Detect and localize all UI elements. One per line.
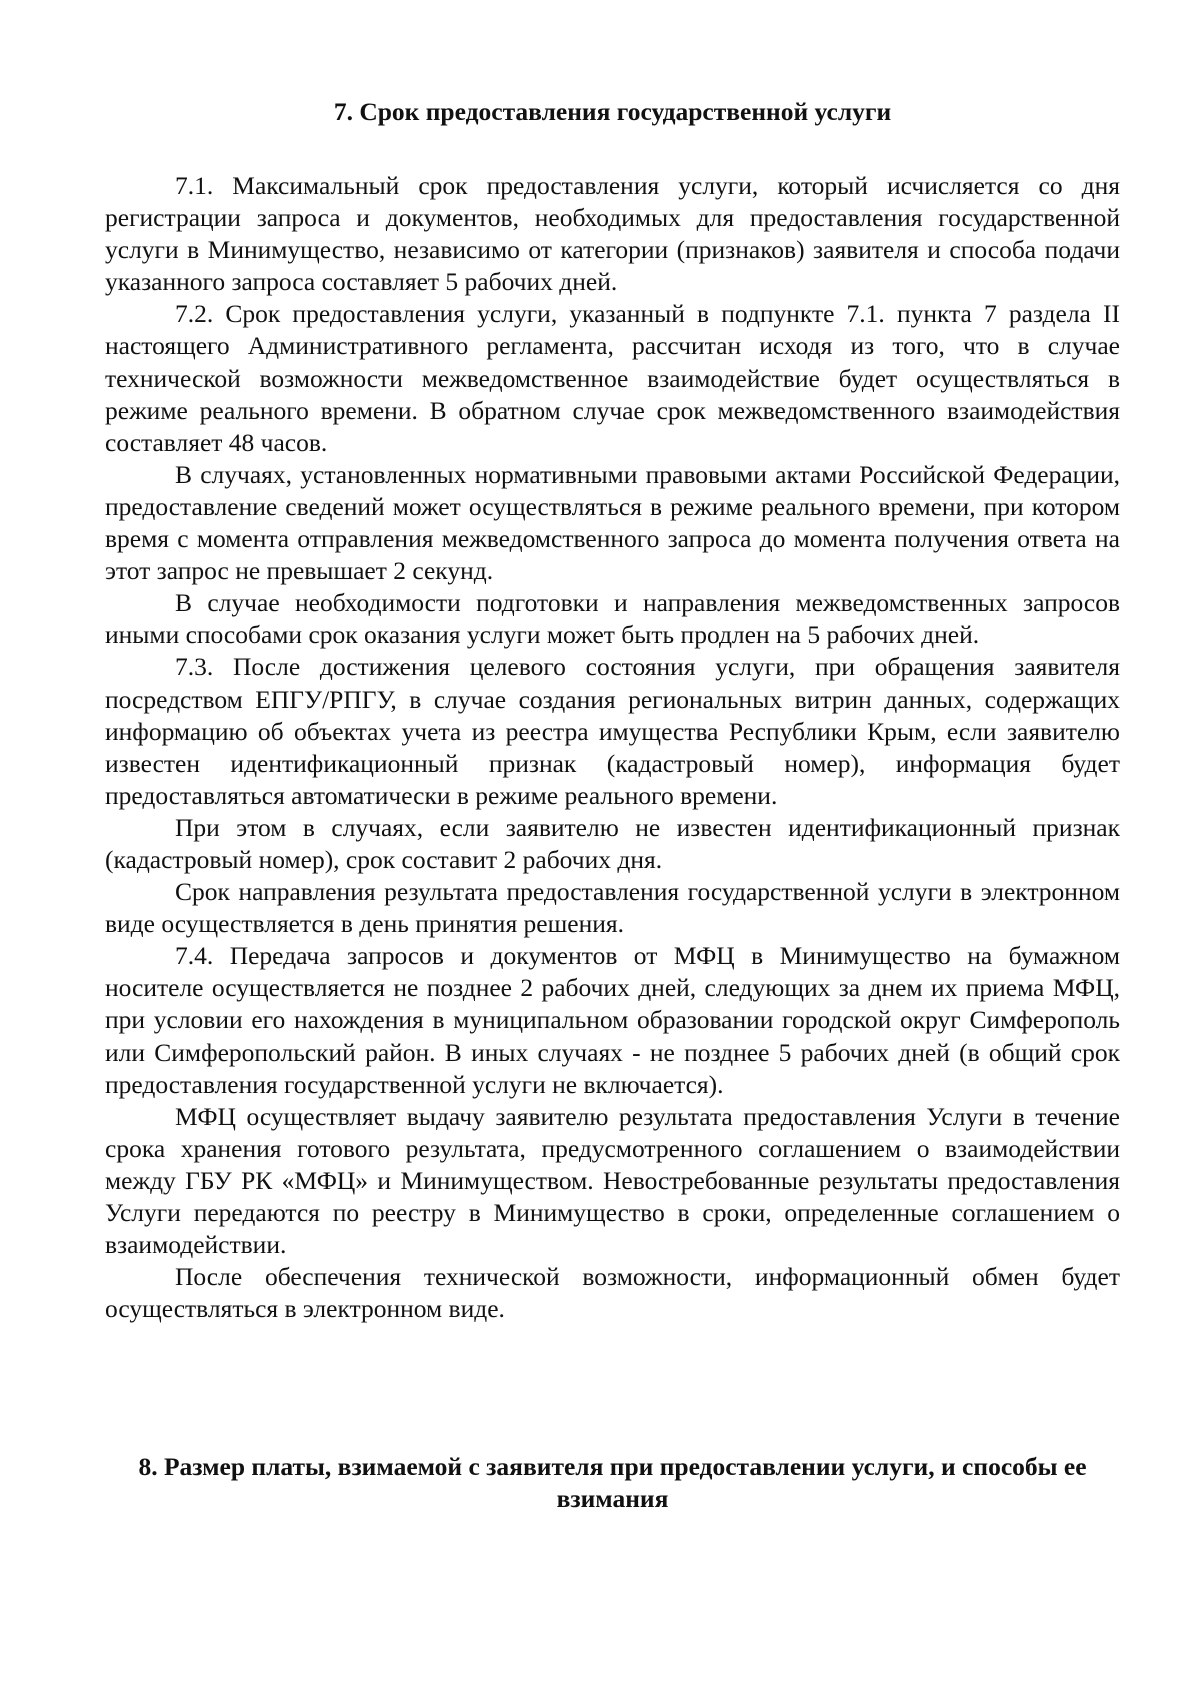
section-8-heading: 8. Размер платы, взимаемой с заявителя при предоставлении услуги, и способы ее взимания xyxy=(138,1452,1087,1513)
section-7-body xyxy=(105,170,1120,1325)
paragraph-electronic-result: Срок направления результата предоставления государственной услуги в электронном виде осуществляется в день принятия решения. xyxy=(105,877,1120,939)
paragraph-real-time: В случаях, установленных нормативными правовыми актами Российской Федерации, предоставление сведений может осуществляться в режиме реального времени, при котором время с момента отправления межведомственного запроса до момента получения ответа на этот запрос не превышает 2 секунд. xyxy=(105,459,1120,586)
paragraph-7-1: 7.1. Максимальный срок предоставления услуги, который исчисляется со дня регистрации запроса и документов, необходимых для предоставления государственной услуги в Минимущество, независимо от категории (признаков) заявителя и способа подачи указанного запроса составляет 5 рабочих дней. xyxy=(105,171,1120,297)
section-7-heading: 7. Срок предоставления государственной услуги xyxy=(333,97,892,126)
paragraph-extension: В случае необходимости подготовки и направления межведомственных запросов иными способами срок оказания услуги может быть продлен на 5 рабочих дней. xyxy=(105,588,1120,650)
paragraph-electronic-exchange: После обеспечения технической возможности, информационный обмен будет осуществляться в электронном виде. xyxy=(105,1262,1120,1324)
paragraph-7-4: 7.4. Передача запросов и документов от МФЦ в Минимущество на бумажном носителе осуществляется не позднее 2 рабочих дней, следующих за днем их приема МФЦ, при условии его нахождения в муниципальном образовании городской округ Симферополь или Симферопольский район. В иных случаях - не позднее 5 рабочих дней (в общий срок предоставления государственной услуги не включается). xyxy=(105,941,1120,1099)
paragraph-unknown-sign: При этом в случаях, если заявителю не известен идентификационный признак (кадастровый номер), срок составит 2 рабочих дня. xyxy=(105,812,1120,874)
paragraph-mfc-issuance: МФЦ осуществляет выдачу заявителю результата предоставления Услуги в течение срока хранения готового результата, предусмотренного соглашением о взаимодействии между ГБУ РК «МФЦ» и Минимуществом. Невостребованные результаты предоставления Услуги передаются по реестру в Минимущество в сроки, определенные соглашением о взаимодействии. xyxy=(105,1101,1120,1260)
paragraph-7-2: 7.2. Срок предоставления услуги, указанный в подпункте 7.1. пункта 7 раздела II настоящего Административного регламента, рассчитан исходя из того, что в случае технической возможности межведомственное взаимодействие будет осуществляться в режиме реального времени. В обратном случае срок межведомственного взаимодействия составляет 48 часов. xyxy=(105,299,1120,457)
paragraph-7-3: 7.3. После достижения целевого состояния услуги, при обращения заявителя посредством ЕПГУ/РПГУ, в случае создания региональных витрин данных, содержащих информацию об объектах учета из реестра имущества Республики Крым, если заявителю известен идентификационный признак (кадастровый номер), информация будет предоставляться автоматически в режиме реального времени. xyxy=(105,652,1120,810)
